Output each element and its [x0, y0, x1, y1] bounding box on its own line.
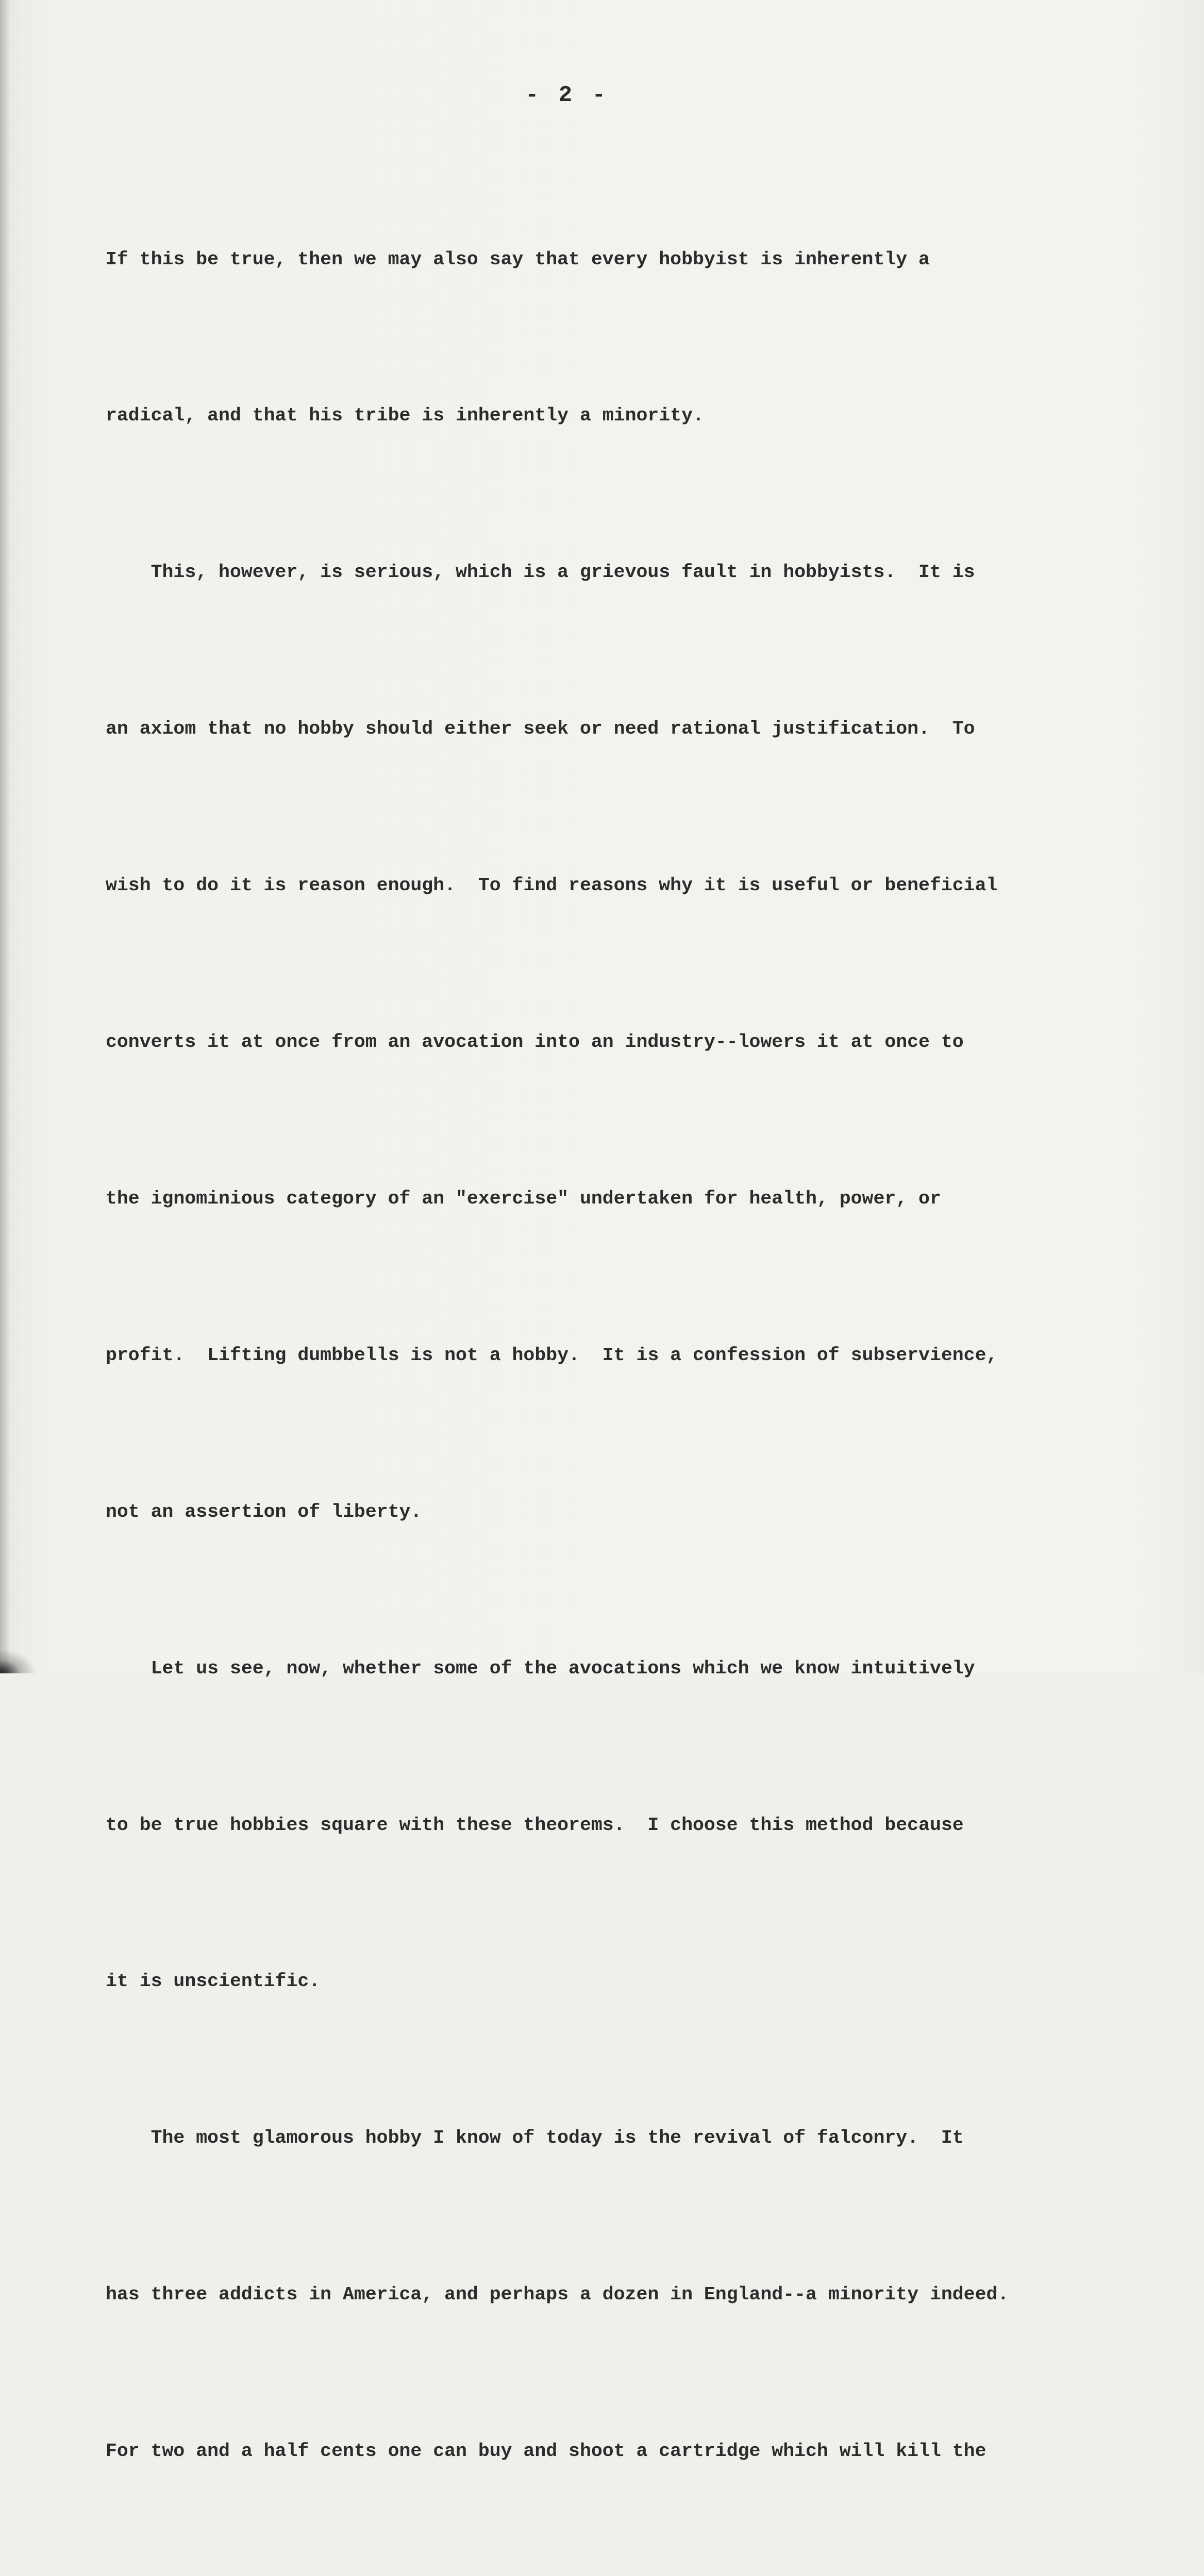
text-line: The most glamorous hobby I know of today is the revival of falconry. It	[106, 2127, 964, 2149]
text-line: If this be true, then we may also say that every hobbyist is inherently a	[106, 248, 930, 270]
text-line: This, however, is serious, which is a grievous fault in hobbyists. It is	[106, 562, 975, 583]
text-line: converts it at once from an avocation into an industry--lowers it at once to	[106, 1031, 964, 1053]
text-line: it is unscientific.	[106, 1971, 321, 1992]
text-line: Let us see, now, whether some of the avocations which we know intuitively	[106, 1657, 975, 1679]
text-line: an axiom that no hobby should either seek or need rational justification. To	[106, 718, 975, 740]
corner-shadow	[0, 1642, 46, 1673]
text-line: not an assertion of liberty.	[106, 1501, 422, 1522]
text-line: to be true hobbies square with these theorems. I choose this method because	[106, 1814, 964, 1836]
text-line: the ignominious category of an "exercise" undertaken for health, power, or	[106, 1188, 941, 1209]
binding-shadow	[0, 0, 9, 1673]
page-number: - 2 -	[525, 82, 609, 108]
text-line: has three addicts in America, and perhaps a dozen in England--a minority indeed.	[106, 2284, 1009, 2306]
text-line: wish to do it is reason enough. To find reasons why it is useful or beneficial	[106, 875, 998, 896]
text-line: profit. Lifting dumbbells is not a hobby. It is a confession of subservience,	[106, 1344, 998, 1366]
text-line: For two and a half cents one can buy and shoot a cartridge which will kill the	[106, 2441, 986, 2462]
text-line: radical, and that his tribe is inherently a minority.	[106, 405, 704, 427]
body-text	[106, 129, 1178, 2576]
